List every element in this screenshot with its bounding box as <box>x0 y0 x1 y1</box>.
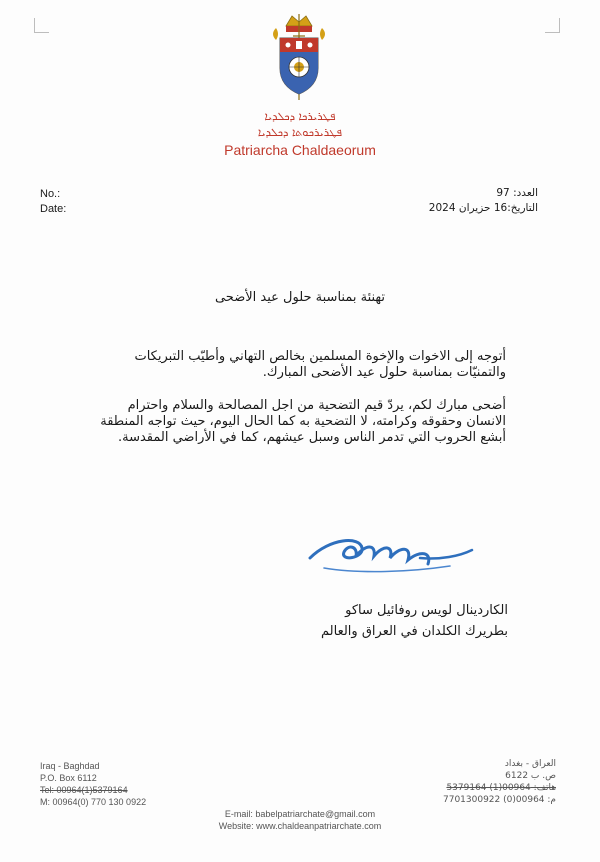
footer-mobile-ar: م: 00964(0) 7701300922 <box>443 795 556 805</box>
signer-name: الكاردينال لويس روفائيل ساكو <box>345 603 508 618</box>
handwritten-signature-icon <box>300 528 480 588</box>
footer-tel: Tel: 00964(1)5379164 <box>40 785 128 795</box>
number-arabic: العدد: 97 <box>496 187 538 199</box>
footer-pobox-ar: ص. ب 6122 <box>505 771 556 781</box>
footer-contact <box>0 808 600 832</box>
patriarchal-coat-of-arms-icon <box>264 12 334 104</box>
letterhead-syriac-line-1: ܦܛܪܝܪܟܐ ܕܟܠܕܝܐ <box>264 110 336 123</box>
meta-right <box>429 186 538 216</box>
number-label: No.: <box>40 188 61 200</box>
letterhead-latin-name: Patriarcha Chaldaeorum <box>224 142 376 158</box>
footer-tel-ar: هاتف: 00964(1) 5379164 <box>446 783 556 793</box>
footer-website[interactable]: Website: www.chaldeanpatriarchate.com <box>218 821 382 831</box>
footer-city-ar: العراق - بغداد <box>504 759 556 769</box>
letterhead-syriac-line-2: ܦܛܪܝܪܟܘܬܐ ܕܟܠܕܝܐ <box>257 126 343 139</box>
date-arabic: التاريخ:16 حزيران 2024 <box>428 202 538 214</box>
letter-subject: تهنئة بمناسبة حلول عيد الأضحى <box>214 290 386 305</box>
crop-mark-top-right <box>545 18 560 33</box>
footer-address-latin <box>40 760 146 808</box>
letter-paragraph-1: أتوجه إلى الاخوات والإخوة المسلمين بخالص التهاني وأطيّب التبريكات والتمنيّات بمناسبة حلول عيد الأضحى المبارك. <box>134 349 506 380</box>
footer-email[interactable]: E-mail: babelpatriarchate@gmail.com <box>224 809 376 819</box>
footer-city: Iraq - Baghdad <box>40 761 100 771</box>
meta-left <box>40 187 66 217</box>
signer-title: بطريرك الكلدان في العراق والعالم <box>321 624 508 639</box>
letter-paragraph-2: أضحى مبارك لكم، يردّ قيم التضحية من اجل المصالحة والسلام واحترام الانسان وحقوقه وكرامته، لا التضحية به كما الحال اليوم، حيث تواجه المنطقة أبشع الحروب التي تدمر الناس وسبل عيشهم، كما في الأراضي المقدسة. <box>100 398 506 445</box>
footer-pobox: P.O. Box 6112 <box>40 773 97 783</box>
footer-address-arabic <box>443 758 556 806</box>
date-label: Date: <box>40 203 67 215</box>
footer-mobile: M: 00964(0) 770 130 0922 <box>40 797 147 807</box>
crop-mark-top-left <box>34 18 49 33</box>
